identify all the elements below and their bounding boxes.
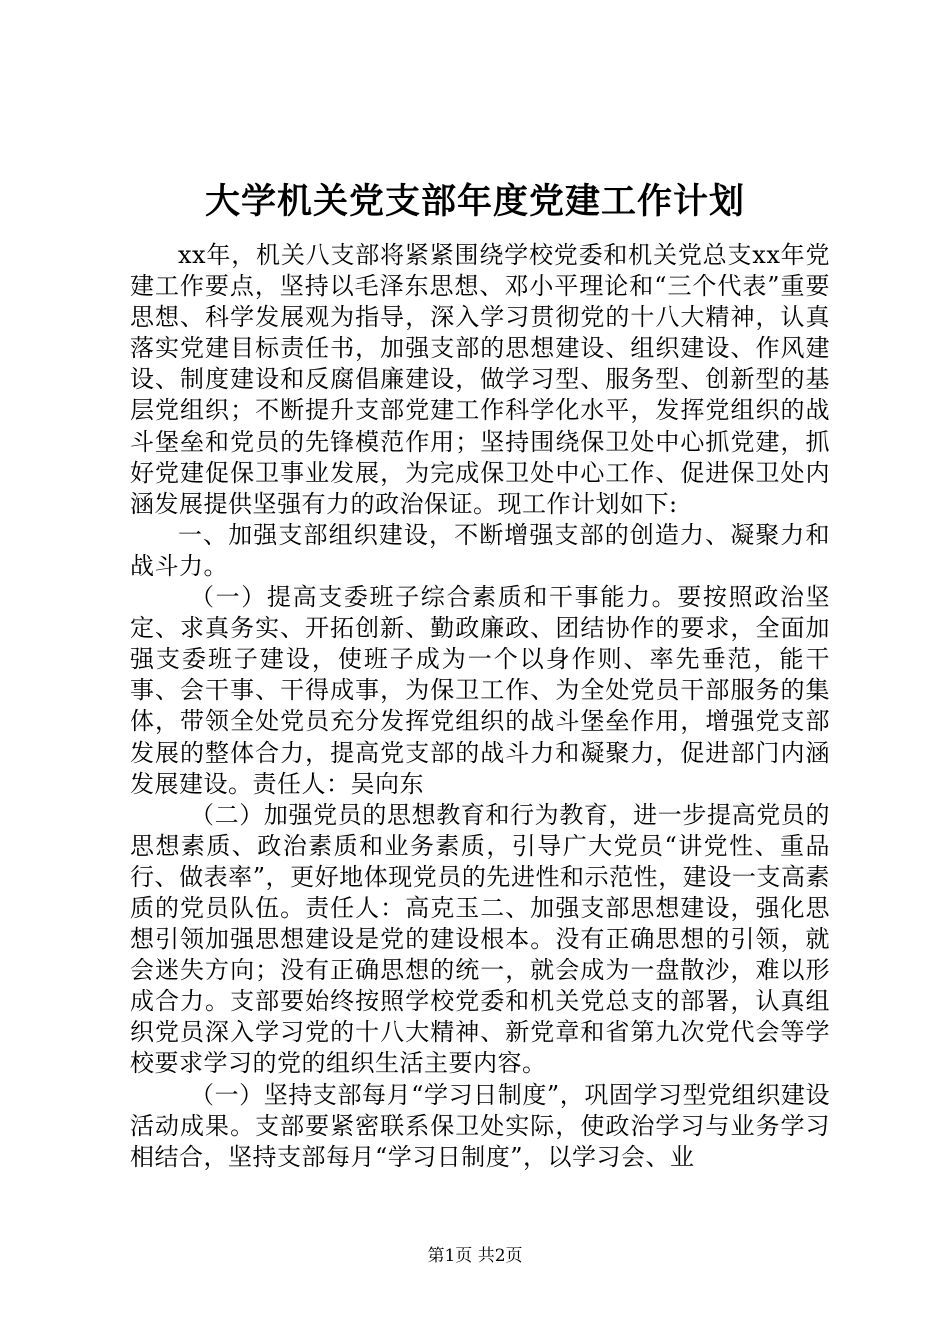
page-number-footer: 第1页 共2页 [427,1246,523,1266]
subsection-2-1: （一）坚持支部每月“学习日制度”，巩固学习型党组织建设活动成果。支部要紧密联系保卫处实际，使政治学习与业务学习相结合，坚持支部每月“学习日制度”，以学习会、业 [130,1080,830,1171]
document-body [130,240,830,1173]
subsection-1-1: （一）提高支委班子综合素质和干事能力。要按照政治坚定、求真务实、开拓创新、勤政廉政、团结协作的要求，全面加强支委班子建设，使班子成为一个以身作则、率先垂范，能干事、会干事、干得成事，为保卫工作、为全处党员干部服务的集体，带领全处党员充分发挥党组织的战斗堡垒作用，增强党支部发展的整体合力，提高党支部的战斗力和凝聚力，促进部门内涵发展建设。责任人：吴向东 [130,583,830,798]
section-heading-1: 一、加强支部组织建设，不断增强支部的创造力、凝聚力和战斗力。 [130,520,830,580]
intro-paragraph: xx年，机关八支部将紧紧围绕学校党委和机关党总支xx年党建工作要点，坚持以毛泽东思想、邓小平理论和“三个代表”重要思想、科学发展观为指导，深入学习贯彻党的十八大精神，认真落实党建目标责任书，加强支部的思想建设、组织建设、作风建设、制度建设和反腐倡廉建设，做学习型、服务型、创新型的基层党组织；不断提升支部党建工作科学化水平，发挥党组织的战斗堡垒和党员的先锋模范作用；坚持围绕保卫处中心抓党建，抓好党建促保卫事业发展，为完成保卫处中心工作、促进保卫处内涵发展提供坚强有力的政治保证。现工作计划如下: [130,241,830,518]
document-title: 大学机关党支部年度党建工作计划 [204,181,745,222]
subsection-1-2: （二）加强党员的思想教育和行为教育，进一步提高党员的思想素质、政治素质和业务素质，引导广大党员“讲党性、重品行、做表率”，更好地体现党员的先进性和示范性，建设一支高素质的党员队伍。责任人：高克玉二、加强支部思想建设，强化思想引领加强思想建设是党的建设根本。没有正确思想的引领，就会迷失方向；没有正确思想的统一，就会成为一盘散沙，难以形成合力。支部要始终按照学校党委和机关党总支的部署，认真组织党员深入学习党的十八大精神、新党章和省第九次党代会等学校要求学习的党的组织生活主要内容。 [130,800,830,1078]
